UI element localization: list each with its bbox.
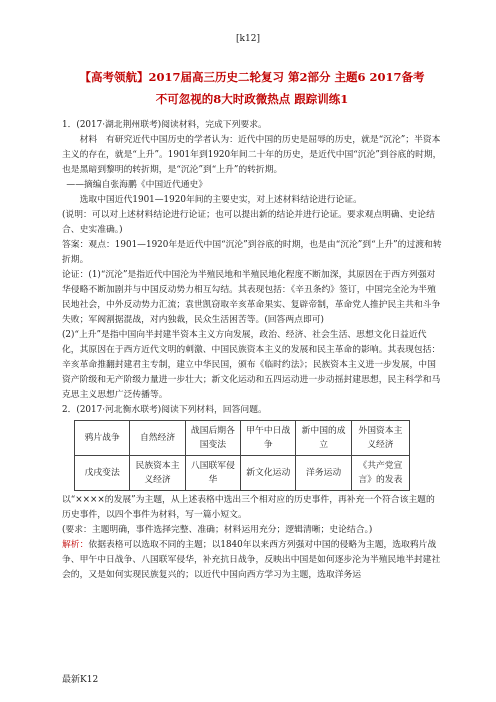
table-cell: 战国后期各国变法 [185,421,240,456]
q1-note: (说明：可以对上述材料结论进行论证；也可以提出新的结论并进行论证。要求观点明确、史论结合、史实准确。) [62,210,435,235]
q1-material: 材料 有研究近代中国历史的学者认为：近代中国的历史是屈辱的历史，就是“沉沦”；半资本主义的存在，就是“上升”。1901年到1920年间二十年的历史，是近代中国“沉沦”到谷底的时期，也是黑暗到黎明的转折期，是“沉沦”到“上升”的转折期。 [62,135,442,175]
q2-analysis [62,538,442,583]
table-cell: 鸦片战争 [75,421,130,456]
table-row [75,421,410,456]
q1-answer: 答案：观点：1901—1920年是近代中国“沉沦”到谷底的时期，也是由“沉沦”到“上升”的过渡和转折期。 [62,240,442,265]
q1-argument-2: (2)“上升”是指中国向半封建半资本主义方向发展，政治、经济、社会生活、思想文化日益近代化，其原因在于西方近代文明的刺激、中国民族资本主义的发展和民主革命的影响。其表现包括：辛亥革命推翻封建君主专制，建立中华民国，颁布《临时约法》；民族资本主义进一步发展，中国资产阶级和无产阶级力量进一步壮大；新文化运动和五四运动进一步动摇封建思想，民主科学和马克思主义思想广泛传播等。 [62,330,441,400]
table-cell: 外国资本主义经济 [351,421,409,456]
table-cell: 八国联军侵华 [185,456,240,491]
q2-after-table: 以“××××的发展”为主题，从上述表格中选出三个相对应的历史事件，再补充一个符合该主题的历史事件，以四个事件为材料，写一篇小短文。 [62,495,435,520]
table-cell: 自然经济 [130,421,185,456]
table-cell: 民族资本主义经济 [130,456,185,491]
analysis-text: 依据表格可以选取不同的主题；以1840年以来西方列强对中国的侵略为主题，选取鸦片战争、甲午中日战争、八国联军侵华，补充抗日战争，反映出中国是如何逐步沦为半殖民地半封建社会的，又是如何实现民族复兴的；以近代中国向西方学习为主题，选取洋务运 [62,540,441,580]
events-table [74,420,410,491]
analysis-label: 解析： [62,540,89,550]
table-cell: 《共产党宣言》的发表 [351,456,409,491]
q2-stem: 2．(2017·河北衡水联考)阅读下列材料，回答问题。 [62,405,267,415]
table-row [75,456,410,491]
question-1 [62,118,442,583]
document-title-line-2: 不可忽视的8大时政微热点 跟踪训练1 [155,92,349,106]
document-title-line-1: 【高考领航】2017届高三历史二轮复习 第2部分 主题6 2017备考 [79,70,425,84]
table-cell: 新文化运动 [241,456,296,491]
q1-argument-1: 论证：(1)“沉沦”是指近代中国沦为半殖民地和半殖民地化程度不断加深，其原因在于西方列强对华侵略不断加剧并与中国反动势力相互勾结。其表现包括：《辛丑条约》签订，中国完全沦为半殖民地社会，中外反动势力汇流；袁世凯窃取辛亥革命果实、复辟帝制，革命党人推护民主共和斗争失败；军阀割据混战，对内独裁，民众生活困苦等。(回答两点即可) [62,270,441,325]
table-cell: 戊戌变法 [75,456,130,491]
page-header: [k12] [236,34,260,44]
table-cell: 洋务运动 [296,456,351,491]
table-cell: 甲午中日战争 [241,421,296,456]
q1-stem: 1．(2017·湖北荆州联考)阅读材料，完成下列要求。 [62,120,267,130]
q1-task: 选取中国近代1901—1920年间的主要史实，对上述材料结论进行论证。 [79,195,362,205]
table-cell: 新中国的成立 [296,421,351,456]
q1-source: ——摘编自张海鹏《中国近代通史》 [66,180,208,190]
q2-requirements: (要求：主题明确，事件选择完整、准确；材料运用充分；逻辑清晰；史论结合。) [62,525,373,535]
page-footer: 最新K12 [62,675,99,685]
